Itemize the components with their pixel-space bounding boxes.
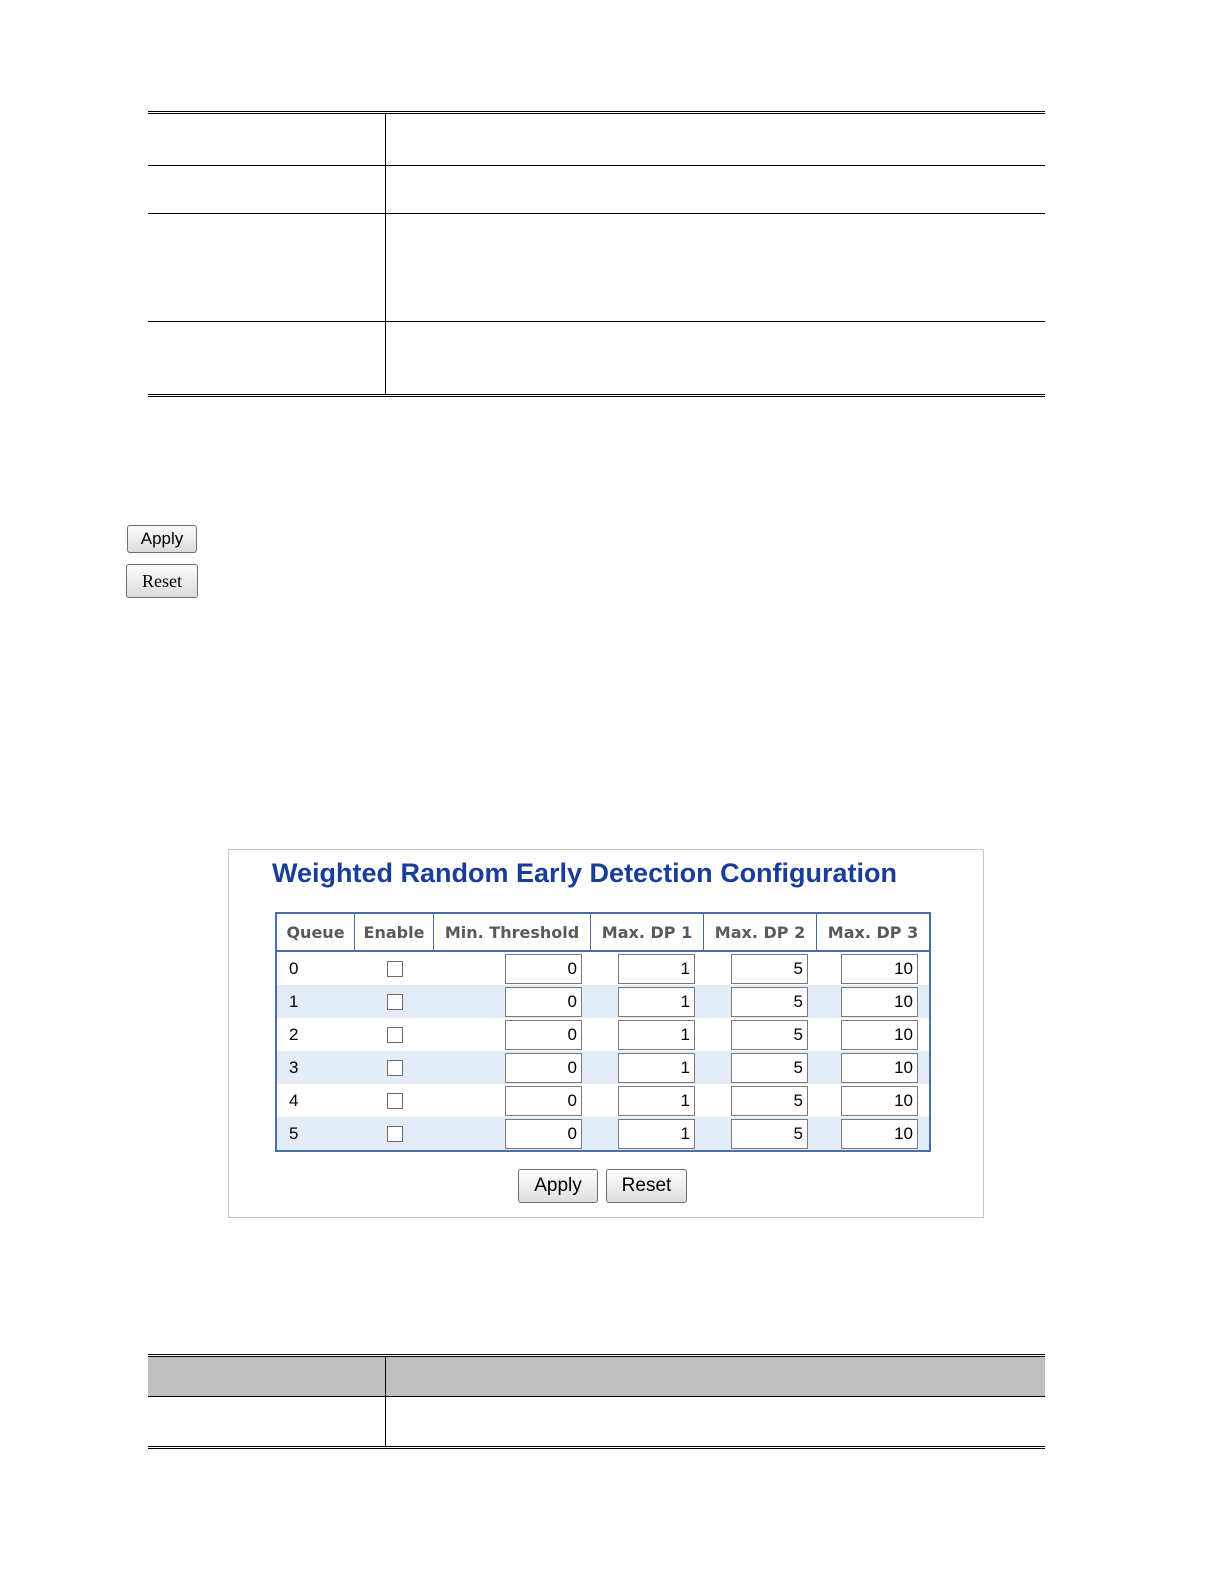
table-cell — [148, 114, 386, 165]
max-dp3-input[interactable]: 10 — [841, 954, 918, 984]
panel-reset-button[interactable]: Reset — [606, 1169, 687, 1203]
max-dp1-input[interactable]: 1 — [618, 1086, 695, 1116]
table-row — [148, 1396, 1045, 1446]
header-max-dp3: Max. DP 3 — [827, 922, 919, 942]
table-cell — [148, 214, 386, 321]
min-threshold-input[interactable]: 0 — [505, 1020, 582, 1050]
max-dp1-input[interactable]: 1 — [618, 1053, 695, 1083]
enable-checkbox[interactable] — [387, 1027, 403, 1043]
min-threshold-input[interactable]: 0 — [505, 954, 582, 984]
queue-label: 1 — [289, 991, 299, 1011]
queue-label: 5 — [289, 1123, 299, 1143]
max-dp2-input[interactable]: 5 — [731, 1053, 808, 1083]
header-max-dp1: Max. DP 1 — [591, 914, 704, 950]
max-dp1-input[interactable]: 1 — [618, 987, 695, 1017]
max-dp1-input[interactable]: 1 — [618, 954, 695, 984]
table-cell — [386, 1397, 1045, 1446]
table-cell — [148, 1397, 386, 1446]
queue-label: 3 — [289, 1057, 299, 1077]
table-cell — [386, 322, 1045, 394]
max-dp3-input[interactable]: 10 — [841, 1119, 918, 1149]
max-dp3-input[interactable]: 10 — [841, 1086, 918, 1116]
enable-checkbox[interactable] — [387, 961, 403, 977]
table-cell — [386, 1357, 1045, 1396]
max-dp1-input[interactable]: 1 — [618, 1119, 695, 1149]
wred-table — [275, 912, 931, 1152]
max-dp2-input[interactable]: 5 — [731, 987, 808, 1017]
enable-checkbox[interactable] — [387, 1060, 403, 1076]
max-dp1-input[interactable]: 1 — [618, 1020, 695, 1050]
header-queue: Queue — [277, 914, 355, 950]
panel-apply-button[interactable]: Apply — [518, 1169, 598, 1203]
table-row — [148, 213, 1045, 321]
reset-button[interactable]: Reset — [126, 564, 198, 598]
table-row — [148, 165, 1045, 213]
header-min-threshold: Min. Threshold — [434, 914, 591, 950]
table-header — [277, 914, 929, 952]
table-cell — [148, 1357, 386, 1396]
max-dp2-input[interactable]: 5 — [731, 1086, 808, 1116]
table-row — [148, 114, 1045, 165]
table-row — [277, 1051, 929, 1084]
max-dp3-input[interactable]: 10 — [841, 987, 918, 1017]
enable-checkbox[interactable] — [387, 1126, 403, 1142]
table-row — [148, 321, 1045, 394]
header-enable: Enable — [355, 914, 434, 950]
description-table-top — [148, 111, 1045, 397]
min-threshold-input[interactable]: 0 — [505, 987, 582, 1017]
table-row — [277, 1018, 929, 1051]
table-header-row — [148, 1357, 1045, 1396]
description-table-bottom — [148, 1354, 1045, 1449]
max-dp3-input[interactable]: 10 — [841, 1020, 918, 1050]
queue-label: 4 — [289, 1090, 299, 1110]
min-threshold-input[interactable]: 0 — [505, 1119, 582, 1149]
queue-label: 0 — [289, 958, 299, 978]
table-cell — [386, 166, 1045, 213]
table-row — [277, 985, 929, 1018]
max-dp2-input[interactable]: 5 — [731, 1020, 808, 1050]
page-title: Weighted Random Early Detection Configuration — [272, 858, 898, 888]
table-cell — [386, 214, 1045, 321]
max-dp2-input[interactable]: 5 — [731, 1119, 808, 1149]
enable-checkbox[interactable] — [387, 1093, 403, 1109]
min-threshold-input[interactable]: 0 — [505, 1053, 582, 1083]
table-row — [277, 1084, 929, 1117]
wred-config-panel — [228, 849, 984, 1218]
table-row — [277, 952, 929, 985]
header-max-dp2: Max. DP 2 — [704, 914, 817, 950]
enable-checkbox[interactable] — [387, 994, 403, 1010]
max-dp3-input[interactable]: 10 — [841, 1053, 918, 1083]
min-threshold-input[interactable]: 0 — [505, 1086, 582, 1116]
table-cell — [148, 166, 386, 213]
table-cell — [148, 322, 386, 394]
max-dp2-input[interactable]: 5 — [731, 954, 808, 984]
apply-button[interactable]: Apply — [127, 525, 197, 553]
queue-label: 2 — [289, 1024, 299, 1044]
table-row — [277, 1117, 929, 1150]
table-cell — [386, 114, 1045, 165]
